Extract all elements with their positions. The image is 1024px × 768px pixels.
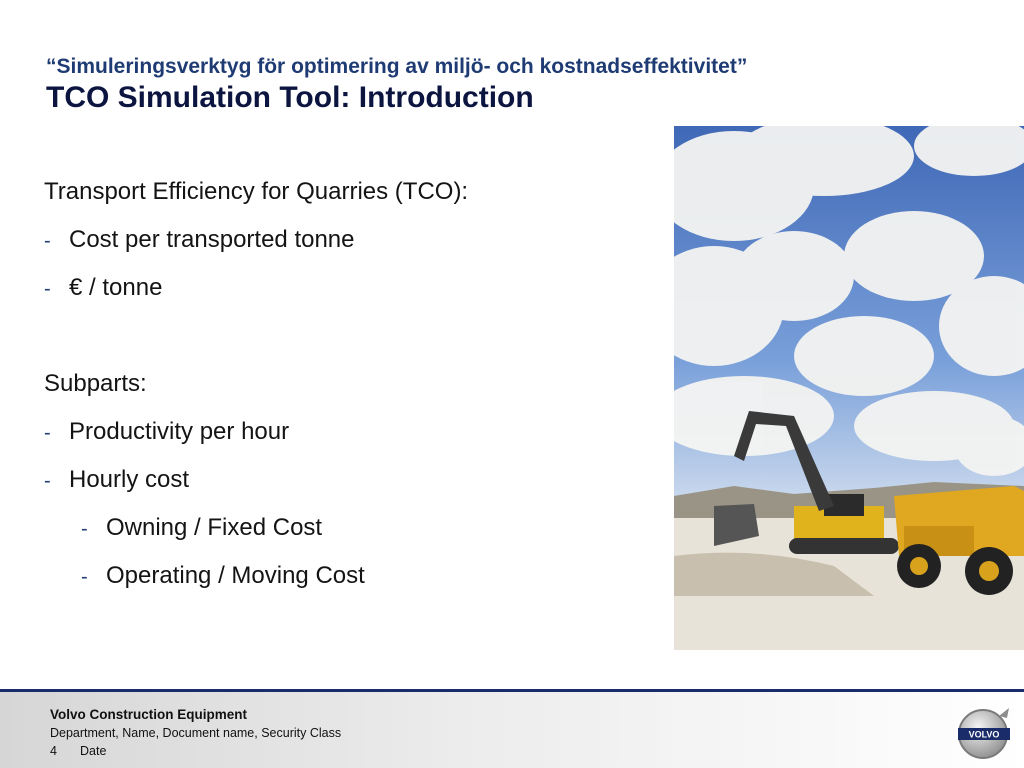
bullet-dash: - — [81, 518, 88, 540]
section-heading-subparts: Subparts: — [44, 370, 147, 397]
bullet-hourly-cost — [44, 460, 654, 508]
slide-title: TCO Simulation Tool: Introduction — [46, 81, 534, 114]
slide-footer — [0, 692, 1024, 768]
bullet-euro-per-tonne — [44, 268, 654, 316]
logo-text: VOLVO — [968, 729, 1000, 740]
slide-body — [44, 172, 654, 604]
bullet-dash: - — [44, 470, 51, 492]
subbullet-operating-cost — [44, 556, 654, 604]
section-heading-tco: Transport Efficiency for Quarries (TCO): — [44, 178, 469, 205]
subbullet-owning-cost — [44, 508, 654, 556]
bullet-dash: - — [44, 422, 51, 444]
quarry-illustration — [674, 126, 1024, 650]
bullet-text: Owning / Fixed Cost — [106, 514, 323, 541]
footer-text — [50, 706, 341, 760]
bullet-productivity — [44, 412, 654, 460]
slide-subtitle: “Simuleringsverktyg för optimering av miljö- och kostnadseffektivitet” — [46, 55, 748, 78]
footer-page-row — [50, 742, 341, 760]
clouds — [674, 126, 1024, 476]
page-number: 4 — [50, 744, 57, 758]
bullet-dash: - — [81, 566, 88, 588]
bullet-text: Productivity per hour — [69, 418, 290, 445]
bullet-cost-per-tonne — [44, 220, 654, 268]
bullet-text: € / tonne — [69, 274, 163, 301]
footer-date: Date — [80, 744, 107, 758]
bullet-text: Cost per transported tonne — [69, 226, 355, 253]
footer-company: Volvo Construction Equipment — [50, 707, 247, 722]
bullet-text: Hourly cost — [69, 466, 190, 493]
bullet-dash: - — [44, 278, 51, 300]
spacer — [44, 316, 654, 364]
footer-details: Department, Name, Document name, Security Class — [50, 726, 342, 740]
volvo-logo-icon — [955, 704, 1013, 762]
bullet-dash: - — [44, 230, 51, 252]
quarry-photo — [674, 126, 1024, 650]
bullet-text: Operating / Moving Cost — [106, 562, 365, 589]
slide-header — [46, 54, 946, 116]
